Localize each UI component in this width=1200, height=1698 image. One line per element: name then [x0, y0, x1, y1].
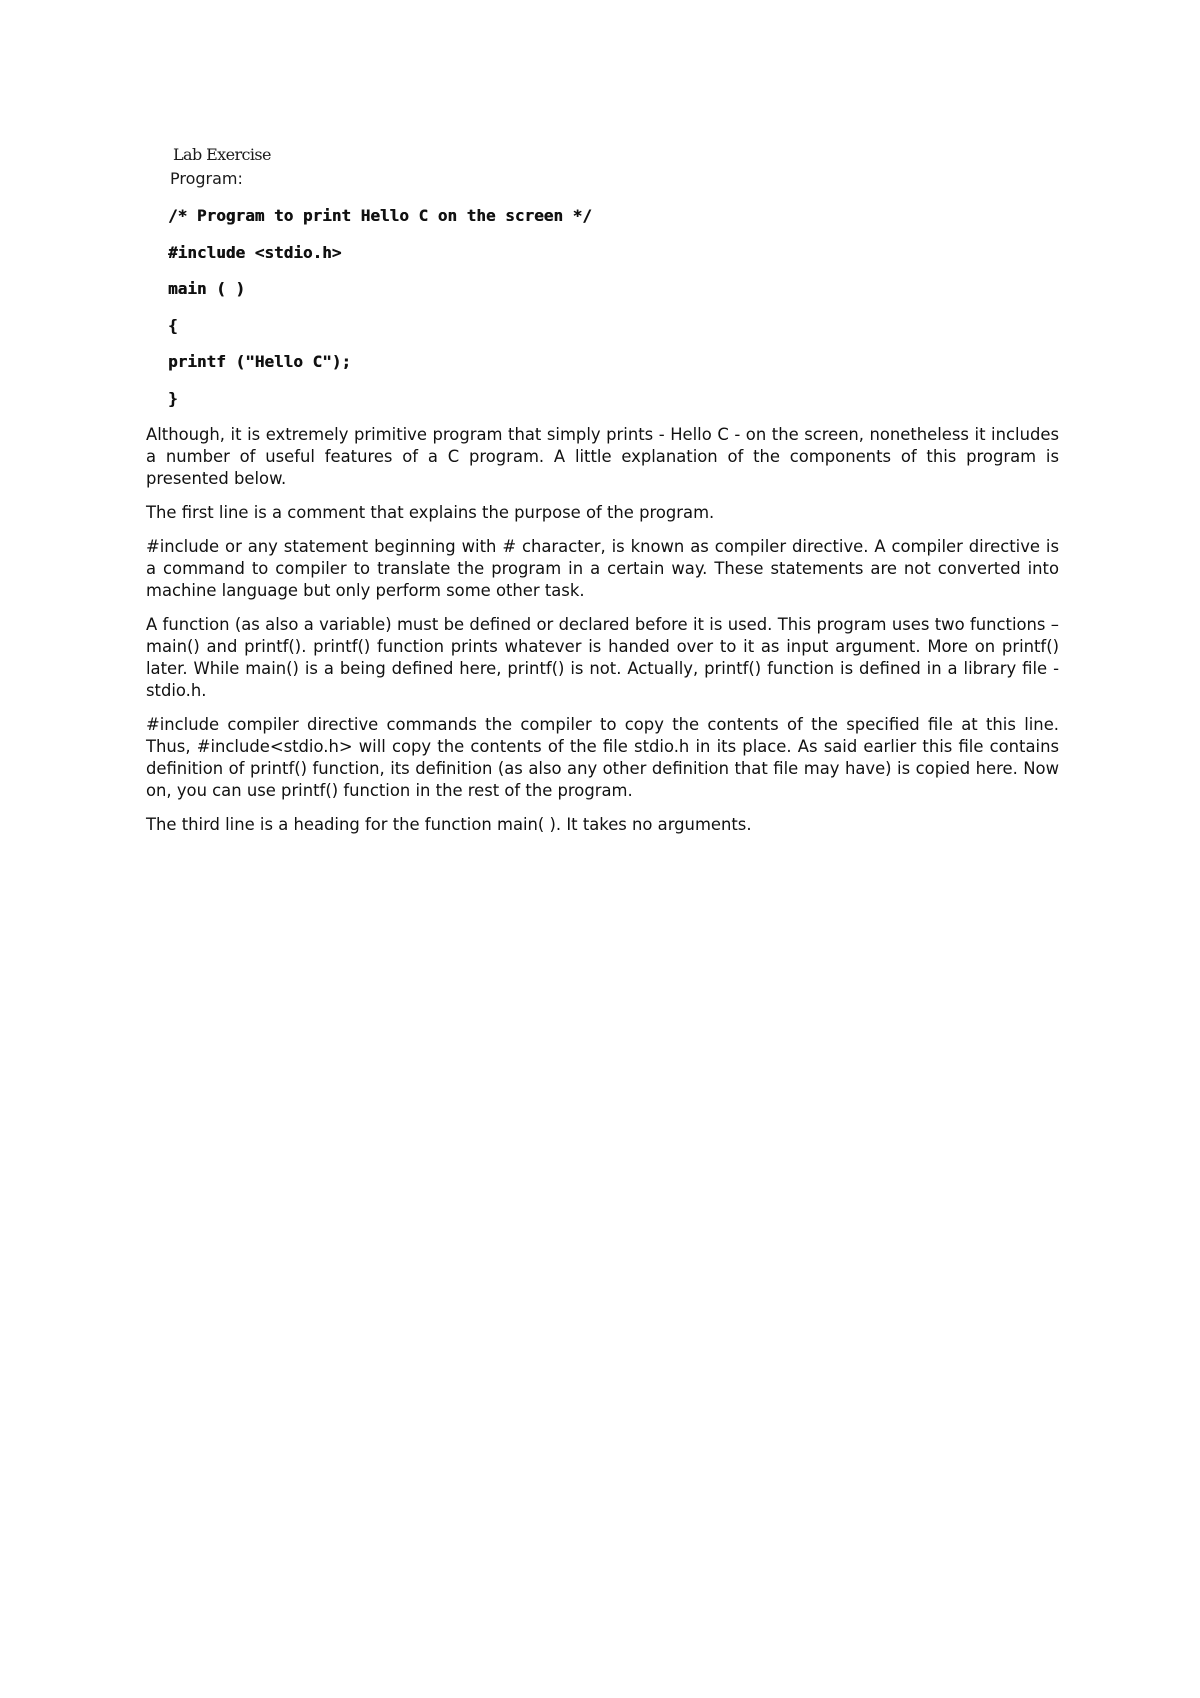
code-line-comment: /* Program to print Hello C on the screen */	[168, 206, 592, 225]
paragraph-include: #include or any statement beginning with # character, is known as compiler directive. A compiler directive is a command to compiler to translate the program in a certain way. These statements are not converted into machine language but only perform some other task.	[146, 537, 1059, 600]
paragraph-first-line: The first line is a comment that explains the purpose of the program.	[146, 503, 715, 522]
code-block	[168, 206, 868, 425]
paragraph-intro: Although, it is extremely primitive program that simply prints - Hello C - on the screen, nonetheless it includes a number of useful features of a C program. A little explanation of the components of this program is presented below.	[146, 425, 1059, 488]
code-line-printf: printf ("Hello C");	[168, 352, 352, 371]
paragraph-include-directive: #include compiler directive commands the compiler to copy the contents of the specified file at this line. Thus, #include<stdio.h> will copy the contents of the file stdio.h in its place. As said earlier this file contains definition of printf() function, its definition (as also any other definition that file may have) is copied here. Now on, you can use printf() function in the rest of the program.	[146, 715, 1059, 800]
code-line-close-brace: }	[168, 388, 178, 408]
program-label: Program:	[170, 169, 243, 188]
paragraph-functions: A function (as also a variable) must be defined or declared before it is used. This program uses two functions – main() and printf(). printf() function prints whatever is handed over to it as input argument. More on printf() later. While main() is a being defined here, printf() is not. Actually, printf() function is defined in a library file - stdio.h.	[146, 615, 1059, 700]
code-line-open-brace: {	[168, 315, 178, 335]
explanation-body	[146, 424, 1059, 848]
code-line-main: main ( )	[168, 279, 246, 298]
lab-exercise-title: Lab Exercise	[173, 145, 271, 164]
paragraph-third-line: The third line is a heading for the function main( ). It takes no arguments.	[146, 815, 752, 834]
code-line-include: #include <stdio.h>	[168, 242, 342, 262]
